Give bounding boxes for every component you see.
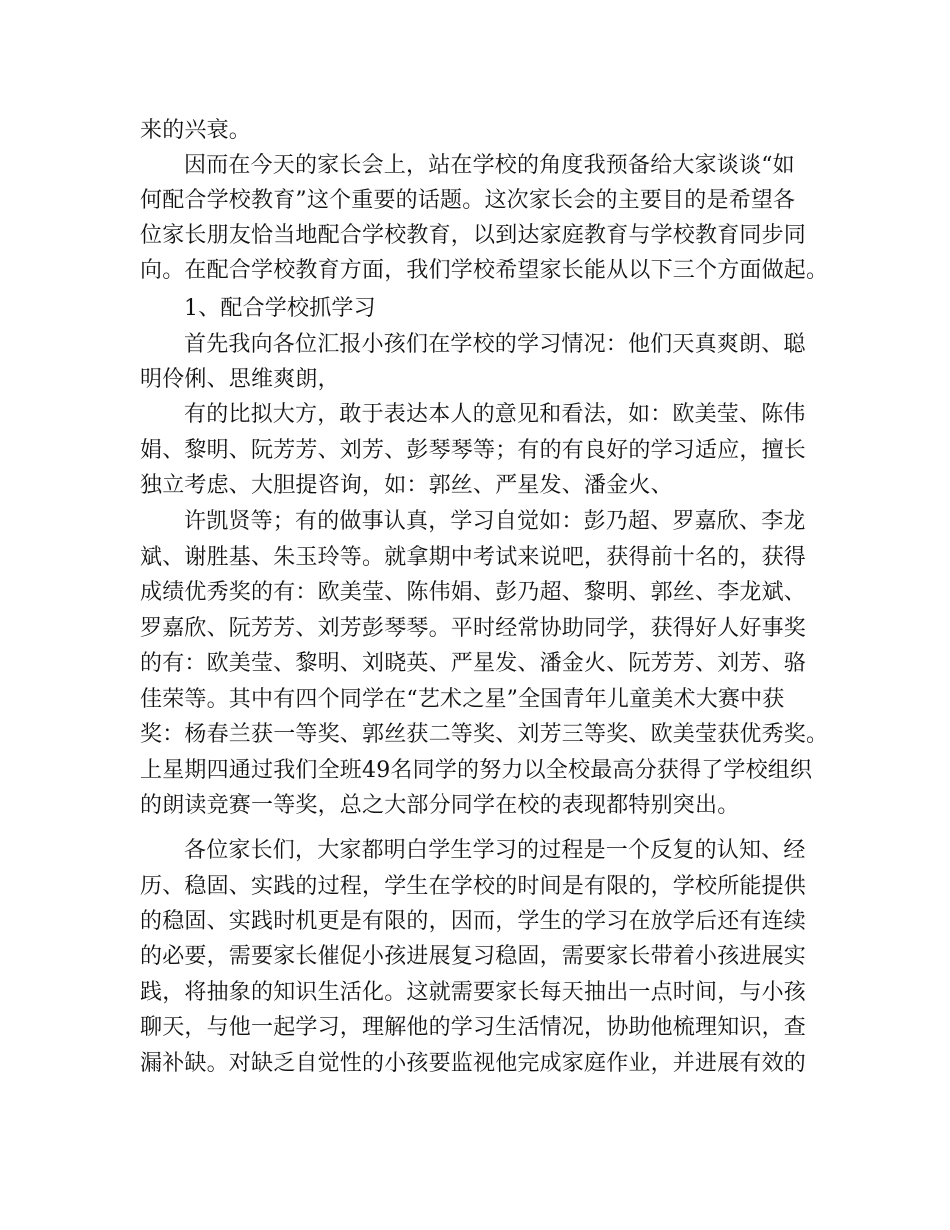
text-line: 践，将抽象的知识生活化。这就需要家长每天抽出一点时间，与小孩 <box>140 980 807 1005</box>
text-line: 斌、谢胜基、朱玉玲等。就拿期中考试来说吧，获得前十名的，获得 <box>140 545 807 570</box>
text-line: 上星期四通过我们全班49名同学的努力以全校最高分获得了学校组织 <box>140 758 813 783</box>
text-line: 聊天，与他一起学习，理解他的学习生活情况，协助他梳理知识，查 <box>140 1015 807 1040</box>
text-line: 许凯贤等；有的做事认真，学习自觉如：彭乃超、罗嘉欣、李龙 <box>184 509 806 534</box>
text-line: 位家长朋友恰当地配合学校教育，以到达家庭教育与学校教育同步同 <box>140 223 807 248</box>
text-line: 有的比拟大方，敢于表达本人的意见和看法，如：欧美莹、陈伟 <box>184 402 806 427</box>
text-line: 成绩优秀奖的有：欧美莹、陈伟娟、彭乃超、黎明、郭丝、李龙斌、 <box>140 580 807 605</box>
text-line: 何配合学校教育”这个重要的话题。这次家长会的主要目的是希望各 <box>140 188 796 213</box>
text-line: 的稳固、实践时机更是有限的，因而，学生的学习在放学后还有连续 <box>140 909 807 934</box>
text-line: 佳荣等。其中有四个同学在“艺术之星”全国青年儿童美术大赛中获 <box>140 687 785 712</box>
text-line: 的朗读竞赛一等奖，总之大部分同学在校的表现都特别突出。 <box>140 793 740 818</box>
text-line: 明伶俐、思维爽朗， <box>140 367 340 392</box>
text-line: 的有：欧美莹、黎明、刘晓英、严星发、潘金火、阮芳芳、刘芳、骆 <box>140 651 807 676</box>
text-line: 各位家长们，大家都明白学生学习的过程是一个反复的认知、经 <box>184 838 806 863</box>
text-line: 因而在今天的家长会上，站在学校的角度我预备给大家谈谈“如 <box>184 153 795 178</box>
text-line: 来的兴衰。 <box>140 118 252 143</box>
text-line: 娟、黎明、阮芳芳、刘芳、彭琴琴等；有的有良好的学习适应，擅长 <box>140 438 807 463</box>
section-heading: 1、配合学校抓学习 <box>184 296 376 321</box>
text-line: 罗嘉欣、阮芳芳、刘芳彭琴琴。平时经常协助同学，获得好人好事奖 <box>140 616 807 641</box>
text-line: 漏补缺。对缺乏自觉性的小孩要监视他完成家庭作业，并进展有效的 <box>140 1051 807 1076</box>
text-line: 独立考虑、大胆提咨询，如：郭丝、严星发、潘金火、 <box>140 473 673 498</box>
text-line: 首先我向各位汇报小孩们在学校的学习情况：他们天真爽朗、聪 <box>184 332 806 357</box>
text-line: 的必要，需要家长催促小孩进展复习稳固，需要家长带着小孩进展实 <box>140 944 807 969</box>
text-line: 向。在配合学校教育方面，我们学校希望家长能从以下三个方面做起。 <box>140 258 829 283</box>
text-line: 历、稳固、实践的过程，学生在学校的时间是有限的，学校所能提供 <box>140 874 807 899</box>
text-line: 奖：杨春兰获一等奖、郭丝获二等奖、刘芳三等奖、欧美莹获优秀奖。 <box>140 722 829 747</box>
